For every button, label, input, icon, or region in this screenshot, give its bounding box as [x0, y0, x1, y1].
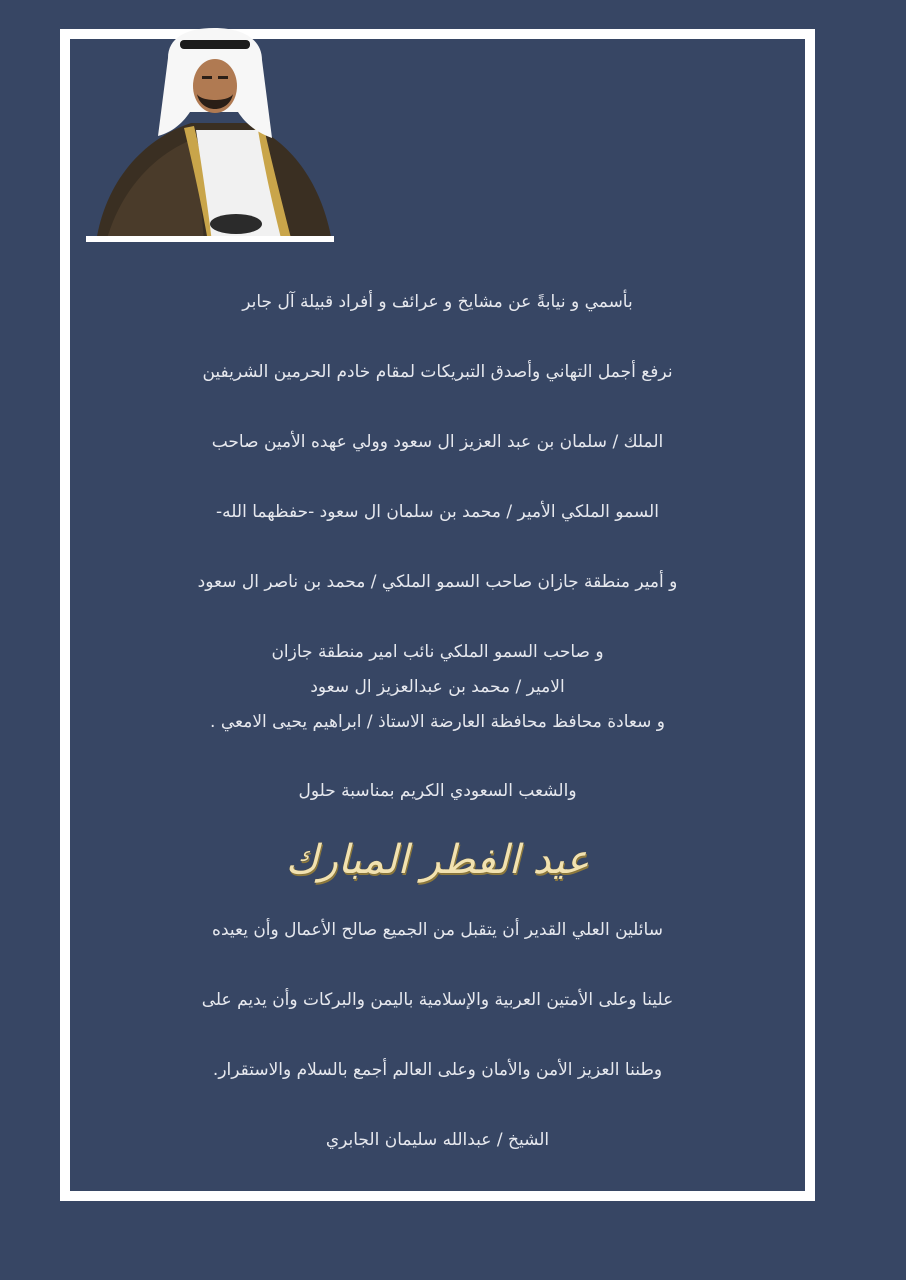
- portrait-photo: [86, 28, 334, 242]
- greeting-line-2: نرفع أجمل التهاني وأصدق التبريكات لمقام خادم الحرمين الشريفين: [202, 362, 673, 382]
- greeting-line-9: والشعب السعودي الكريم بمناسبة حلول: [298, 781, 577, 801]
- eid-calligraphy-title: عيد الفطر المبارك: [285, 837, 590, 883]
- portrait-figure-icon: [86, 28, 334, 242]
- signature-line: الشيخ / عبدالله سليمان الجابري: [325, 1130, 550, 1150]
- prayer-line-2: علينا وعلى الأمتين العربية والإسلامية باليمن والبركات وأن يديم على: [201, 990, 674, 1010]
- greeting-line-1: بأسمي و نيابةً عن مشايخ و عرائف و أفراد قبيلة آل جابر: [242, 292, 633, 312]
- greeting-line-8: و سعادة محافظ محافظة العارضة الاستاذ / ابراهيم يحيى الامعي .: [210, 712, 665, 732]
- prayer-line-3: وطننا العزيز الأمن والأمان وعلى العالم أجمع بالسلام والاستقرار.: [212, 1060, 663, 1080]
- greeting-line-4: السمو الملكي الأمير / محمد بن سلمان ال سعود -حفظهما الله-: [216, 502, 659, 522]
- greeting-line-6: و صاحب السمو الملكي نائب امير منطقة جازان: [271, 642, 604, 662]
- greeting-line-7: الامير / محمد بن عبدالعزيز ال سعود: [310, 677, 565, 697]
- portrait-underline: [86, 236, 334, 242]
- prayer-line-1: سائلين العلي القدير أن يتقبل من الجميع صالح الأعمال وأن يعيده: [212, 920, 663, 940]
- greeting-line-3: الملك / سلمان بن عبد العزيز ال سعود وولي عهده الأمين صاحب: [211, 432, 664, 452]
- greeting-line-5: و أمير منطقة جازان صاحب السمو الملكي / محمد بن ناصر ال سعود: [197, 572, 678, 592]
